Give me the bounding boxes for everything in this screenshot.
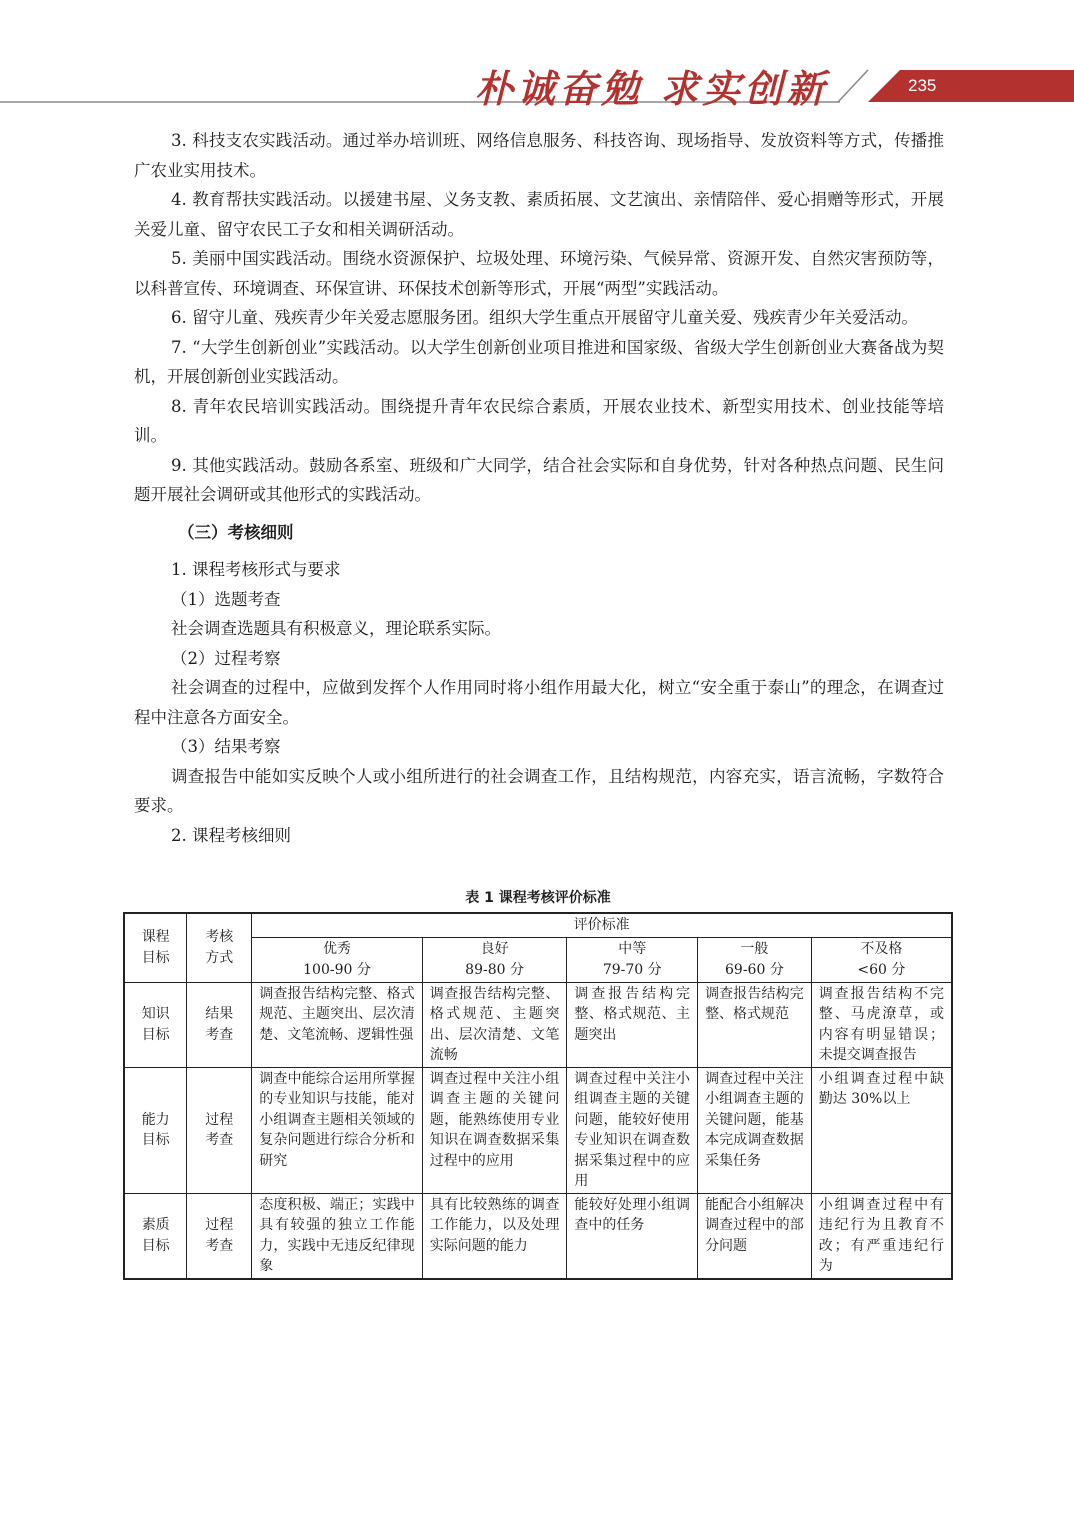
page-header	[0, 0, 1074, 110]
school-motto: 朴诚奋勉 求实创新	[475, 66, 829, 111]
row-goal: 知识 目标	[124, 982, 187, 1067]
page-number-banner	[868, 70, 1074, 102]
table-cell: 调查过程中关注小组调查主题的关键问题，能基本完成调查数据采集任务	[698, 1067, 812, 1193]
table-cell: 调查过程中关注小组调查主题的关键问题，能熟练使用专业知识在调查数据采集过程中的应用	[422, 1067, 567, 1193]
table-cell: 调查报告结构不完整、马虎潦草，或内容有明显错误；未提交调查报告	[811, 982, 952, 1067]
row-method: 结果 考查	[187, 982, 252, 1067]
level-range: 79-70 分	[602, 961, 662, 978]
table-cell: 调查报告结构完整、格式规范、主题突出、层次清楚、文笔流畅	[422, 982, 567, 1067]
level-name: 一般	[740, 940, 769, 957]
level-pass	[698, 937, 812, 982]
header-assessment-method: 考核 方式	[187, 913, 252, 982]
assessment-item-1: 1. 课程考核形式与要求	[171, 560, 341, 579]
level-range: 100-90 分	[303, 961, 371, 978]
evaluation-table	[123, 912, 953, 1280]
table-cell: 能配合小组解决调查过程中的部分问题	[698, 1193, 812, 1279]
level-excellent	[252, 937, 423, 982]
paragraph-5: 5. 美丽中国实践活动。围绕水资源保护、垃圾处理、环境污染、气候异常、资源开发、自然灾害预防等，以科普宣传、环境调查、环保宣讲、环保技术创新等形式，开展“两型”实践活动。	[134, 249, 944, 298]
row-method: 过程 考查	[187, 1067, 252, 1193]
sub-heading-3: （3）结果考察	[171, 737, 281, 756]
level-name: 中等	[618, 940, 647, 957]
table-cell: 小组调查过程中有违纪行为且教育不改；有严重违纪行为	[811, 1193, 952, 1279]
table-cell: 调查过程中关注小组调查主题的关键问题，能较好使用专业知识在调查数据采集过程中的应用	[567, 1067, 698, 1193]
table-caption: 表 1 课程考核评价标准	[465, 890, 611, 906]
sub-text-1: 社会调查选题具有积极意义，理论联系实际。	[171, 619, 501, 638]
paragraph-3: 3. 科技支农实践活动。通过举办培训班、网络信息服务、科技咨询、现场指导、发放资料等方式，传播推广农业实用技术。	[134, 131, 944, 180]
level-fail	[811, 937, 952, 982]
paragraph-8: 8. 青年农民培训实践活动。围绕提升青年农民综合素质，开展农业技术、新型实用技术、创业技能等培训。	[134, 396, 944, 445]
page-number: 235	[908, 76, 937, 95]
row-method: 过程 考查	[187, 1193, 252, 1279]
paragraph-7: 7. “大学生创新创业”实践活动。以大学生创新创业项目推进和国家级、省级大学生创新创业大赛备战为契机，开展创新创业实践活动。	[134, 337, 944, 386]
header-course-goal: 课程 目标	[124, 913, 187, 982]
table-cell: 具有比较熟练的调查工作能力，以及处理实际问题的能力	[422, 1193, 567, 1279]
sub-text-3: 调查报告中能如实反映个人或小组所进行的社会调查工作，且结构规范，内容充实，语言流畅，字数符合要求。	[134, 766, 944, 815]
table-cell: 调查中能综合运用所掌握的专业知识与技能，能对小组调查主题相关领域的复杂问题进行综合分析和研究	[252, 1067, 423, 1193]
paragraph-9: 9. 其他实践活动。鼓励各系室、班级和广大同学，结合社会实际和自身优势，针对各种热点问题、民生问题开展社会调研或其他形式的实践活动。	[134, 455, 944, 504]
paragraph-6: 6. 留守儿童、残疾青少年关爱志愿服务团。组织大学生重点开展留守儿童关爱、残疾青少年关爱活动。	[171, 308, 918, 327]
body-text	[134, 126, 944, 850]
header-slash-gray	[838, 70, 868, 102]
sub-heading-1: （1）选题考查	[171, 589, 281, 609]
level-range: 69-60 分	[725, 961, 784, 978]
table-row	[124, 982, 952, 1067]
level-medium	[567, 937, 698, 982]
level-name: 良好	[480, 940, 509, 957]
assessment-item-2: 2. 课程考核细则	[171, 825, 291, 845]
table-row	[124, 1193, 952, 1279]
table-cell: 态度积极、端正；实践中具有较强的独立工作能力，实践中无违反纪律现象	[252, 1193, 423, 1279]
sub-heading-2: （2）过程考察	[171, 648, 281, 668]
table-cell: 调查报告结构完整、格式规范	[698, 982, 812, 1067]
sub-text-2: 社会调查的过程中，应做到发挥个人作用同时将小组作用最大化，树立“安全重于泰山”的理念，在调查过程中注意各方面安全。	[134, 678, 944, 727]
header-evaluation-standard: 评价标准	[252, 913, 952, 937]
level-good	[422, 937, 567, 982]
row-goal: 能力 目标	[124, 1067, 187, 1193]
table-cell: 调查报告结构完整、格式规范、主题突出	[567, 982, 698, 1067]
level-name: 不及格	[860, 940, 903, 957]
table-row	[124, 1067, 952, 1193]
table-cell: 能较好处理小组调查中的任务	[567, 1193, 698, 1279]
paragraph-4: 4. 教育帮扶实践活动。以援建书屋、义务支教、素质拓展、文艺演出、亲情陪伴、爱心捐赠等形式，开展关爱儿童、留守农民工子女和相关调研活动。	[134, 190, 944, 239]
table-header-row	[124, 913, 952, 937]
table-cell: 小组调查过程中缺勤达 30%以上	[811, 1067, 952, 1193]
level-name: 优秀	[323, 940, 351, 957]
table-cell: 调查报告结构完整、格式规范、主题突出、层次清楚、文笔流畅、逻辑性强	[252, 982, 423, 1067]
section-title: （三）考核细则	[178, 522, 294, 542]
row-goal: 素质 目标	[124, 1193, 187, 1279]
level-range: 89-80 分	[465, 961, 524, 978]
level-range: <60 分	[857, 961, 906, 978]
